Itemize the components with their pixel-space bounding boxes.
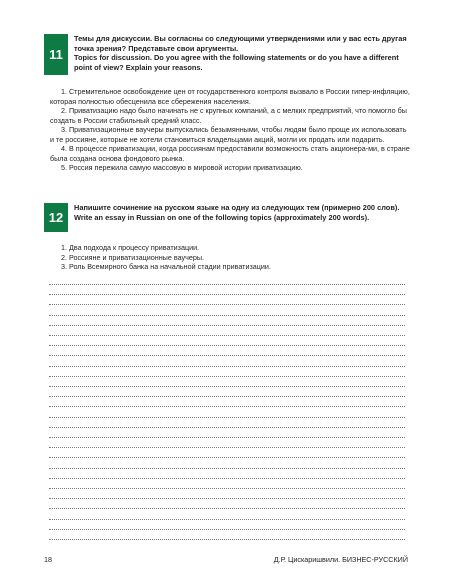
writing-line bbox=[49, 468, 405, 469]
topic-2: 2. Россияне и приватизационные ваучеры. bbox=[61, 252, 204, 262]
writing-line bbox=[49, 376, 405, 377]
writing-line bbox=[49, 457, 405, 458]
statement-4: 4. В процессе приватизации, когда россиянам предоставили возможность стать акционера-ми, в стране была создана основа фондового рынка. bbox=[50, 144, 410, 163]
writing-line bbox=[49, 447, 405, 448]
page-number: 18 bbox=[44, 555, 52, 564]
writing-line bbox=[49, 366, 405, 367]
statement-1: 1. Стремительное освобождение цен от государственного контроля вызвало в России гипер-инфляцию, которая полностью обесценила все сбережения населения. bbox=[50, 87, 410, 106]
task-12-prompt-ru: Напишите сочинение на русском языке на одну из следующих тем (примерно 200 слов). bbox=[74, 203, 400, 212]
writing-line bbox=[49, 427, 405, 428]
writing-line bbox=[49, 478, 405, 479]
writing-line bbox=[49, 437, 405, 438]
writing-line bbox=[49, 396, 405, 397]
writing-line bbox=[49, 355, 405, 356]
writing-line bbox=[49, 284, 405, 285]
writing-line bbox=[49, 386, 405, 387]
statement-5: 5. Россия пережила самую массовую в мировой истории приватизацию. bbox=[61, 163, 303, 172]
task-12-topics bbox=[50, 243, 410, 272]
task-11-badge: 11 bbox=[44, 34, 68, 75]
book-credit: Д.Р. Цискаришвили. БИЗНЕС-РУССКИЙ bbox=[273, 555, 408, 564]
task-11-prompt-en: Topics for discussion. Do you agree with the following statements or do you have a different point of view? Explain your reasons. bbox=[74, 53, 399, 72]
task-12-badge: 12 bbox=[44, 203, 68, 232]
task-11-statements bbox=[50, 87, 410, 173]
topic-3: 3. Роль Всемирного банка на начальной стадии приватизации. bbox=[61, 262, 271, 271]
writing-line bbox=[49, 325, 405, 326]
essay-writing-area[interactable] bbox=[49, 284, 405, 544]
task-11-prompt-ru: Темы для дискуссии. Вы согласны со следующими утверждениями или у вас есть другая точка зрения? Представьте свои аргументы. bbox=[74, 34, 407, 53]
writing-line bbox=[49, 498, 405, 499]
task-12-prompt-en: Write an essay in Russian on one of the following topics (approximately 200 words). bbox=[74, 212, 370, 222]
task-12-header bbox=[74, 203, 408, 222]
writing-line bbox=[49, 417, 405, 418]
topic-1: 1. Два подхода к процессу приватизации. bbox=[61, 243, 200, 252]
task-11-header bbox=[74, 34, 408, 72]
statement-3: 3. Приватизационные ваучеры выпускались безымянными, чтобы людям было проще их использовать и те россияне, которые не хотели становиться владельцами акций, могли их продать или подарить. bbox=[50, 125, 407, 144]
writing-line bbox=[49, 294, 405, 295]
writing-line bbox=[49, 335, 405, 336]
writing-line bbox=[49, 519, 405, 520]
writing-line bbox=[49, 315, 405, 316]
statement-2: 2. Приватизацию надо было начинать не с крупных компаний, а с мелких предприятий, что помогло бы создать в России стабильный средний класс. bbox=[50, 106, 407, 125]
writing-line bbox=[49, 488, 405, 489]
writing-line bbox=[49, 406, 405, 407]
writing-line bbox=[49, 529, 405, 530]
writing-line bbox=[49, 539, 405, 540]
writing-line bbox=[49, 345, 405, 346]
writing-line bbox=[49, 304, 405, 305]
writing-line bbox=[49, 508, 405, 509]
